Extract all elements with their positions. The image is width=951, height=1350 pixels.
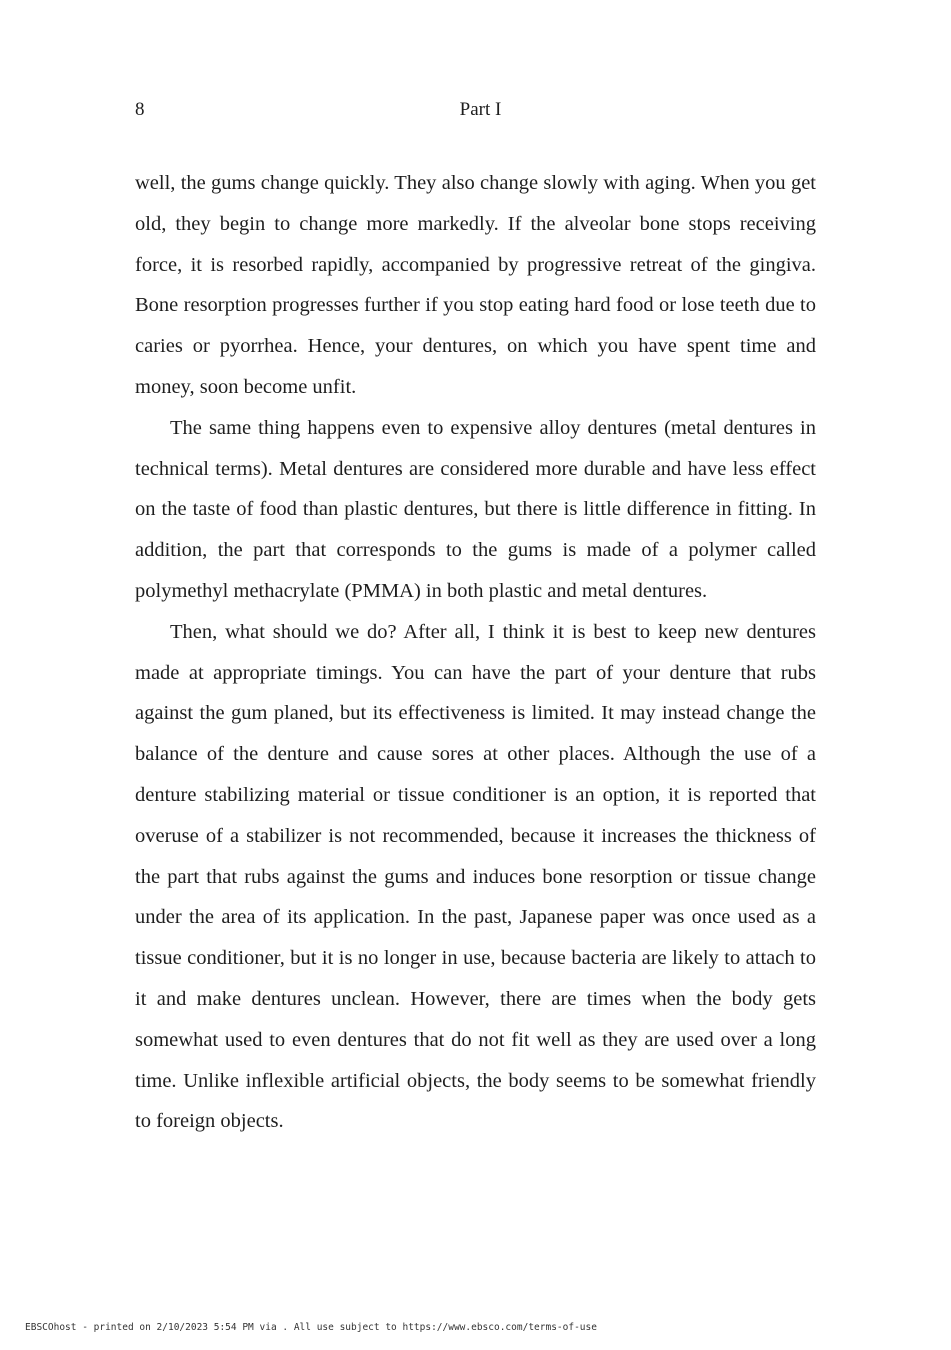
paragraph: Then, what should we do? After all, I think it is best to keep new dentures made at appropriate timings. You can have the part of your denture that rubs against the gum planed, but its effectiveness is limited. It may instead change the balance of the denture and cause sores at other places. Although the use of a denture stabilizing material or tissue conditioner is an option, it is reported that overuse of a stabilizer is not recommended, because it increases the thickness of the part that rubs against the gums and induces bone resorption or tissue change under the area of its application. In the past, Japanese paper was once used as a tissue conditioner, but it is no longer in use, because bacteria are likely to attach to it and make dentures unclean. However, there are times when the body gets somewhat used to even dentures that do not fit well as they are used over a long time. Unlike inflexible artificial objects, the body seems to be somewhat friendly to foreign objects. xyxy=(135,620,816,1133)
running-title: Part I xyxy=(459,99,502,120)
paragraph: The same thing happens even to expensive alloy dentures (metal dentures in technical terms). Metal dentures are considered more durable and have less effect on the taste of food than plastic dentures, but there is little difference in fitting. In addition, the part that corresponds to the gums is made of a polymer called polymethyl methacrylate (PMMA) in both plastic and metal dentures. xyxy=(135,416,816,602)
paragraph-continued: well, the gums change quickly. They also change slowly with aging. When you get old, they begin to change more markedly. If the alveolar bone stops receiving force, it is resorbed rapidly, accompanied by progressive retreat of the gingiva. Bone resorption progresses further if you stop eating hard food or lose teeth due to caries or pyorrhea. Hence, your dentures, on which you have spent time and money, soon become unfit. xyxy=(135,172,816,398)
body-text xyxy=(135,163,816,1142)
page-number: 8 xyxy=(135,99,145,120)
print-notice-footer: EBSCOhost - printed on 2/10/2023 5:54 PM via . All use subject to https://www.ebsco.com/terms-of-use xyxy=(25,1322,597,1333)
